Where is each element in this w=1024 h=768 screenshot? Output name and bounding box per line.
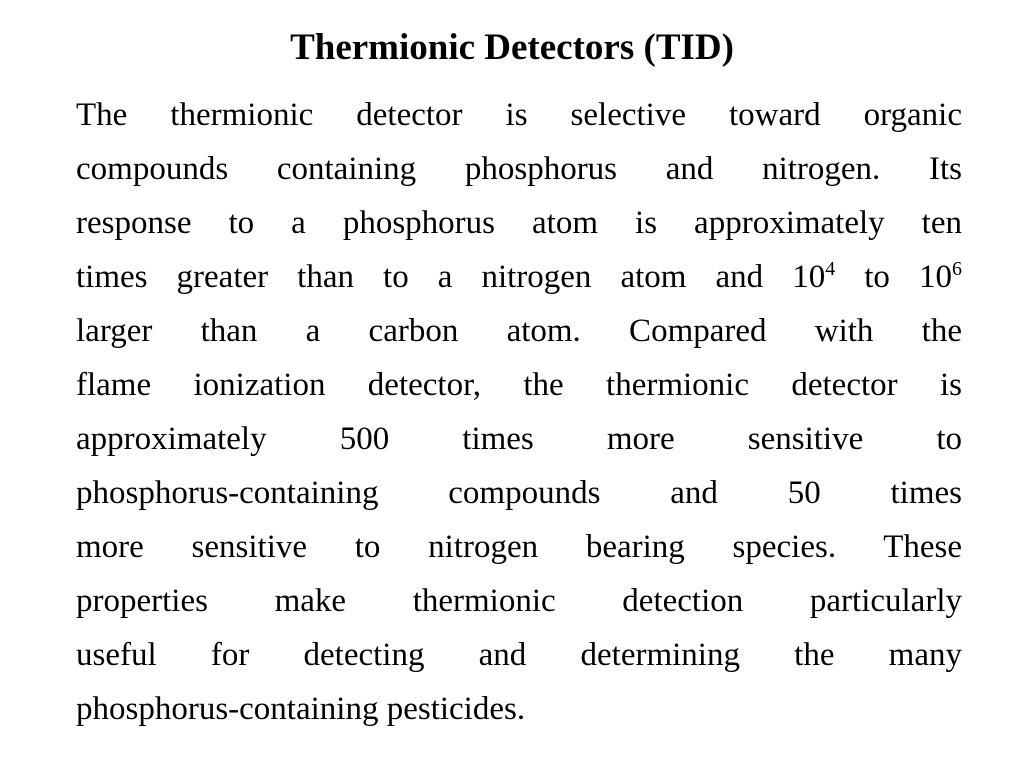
paragraph-line: properties make thermionic detection particularly: [76, 583, 962, 619]
body-paragraph: [76, 88, 962, 736]
paragraph-line: flame ionization detector, the thermionic detector is: [76, 367, 962, 403]
exponent: 6: [952, 258, 962, 280]
paragraph-line: The thermionic detector is selective toward organic: [76, 97, 962, 133]
paragraph-line: compounds containing phosphorus and nitrogen. Its: [76, 151, 962, 187]
paragraph-line: larger than a carbon atom. Compared with the: [76, 313, 962, 349]
line-text: times greater than to a nitrogen atom and 10: [76, 259, 826, 295]
paragraph-line: more sensitive to nitrogen bearing species. These: [76, 529, 962, 565]
exponent: 4: [825, 258, 836, 280]
paragraph-line: phosphorus-containing pesticides.: [76, 691, 526, 727]
slide-title: Thermionic Detectors (TID): [290, 27, 734, 68]
paragraph-line: phosphorus-containing compounds and 50 times: [76, 475, 962, 511]
paragraph-line: useful for detecting and determining the many: [76, 637, 962, 673]
paragraph-line: response to a phosphorus atom is approximately ten: [76, 205, 962, 241]
paragraph-line: approximately 500 times more sensitive to: [76, 421, 962, 457]
paragraph-line: [76, 250, 962, 304]
line-text: to 10: [835, 259, 952, 295]
